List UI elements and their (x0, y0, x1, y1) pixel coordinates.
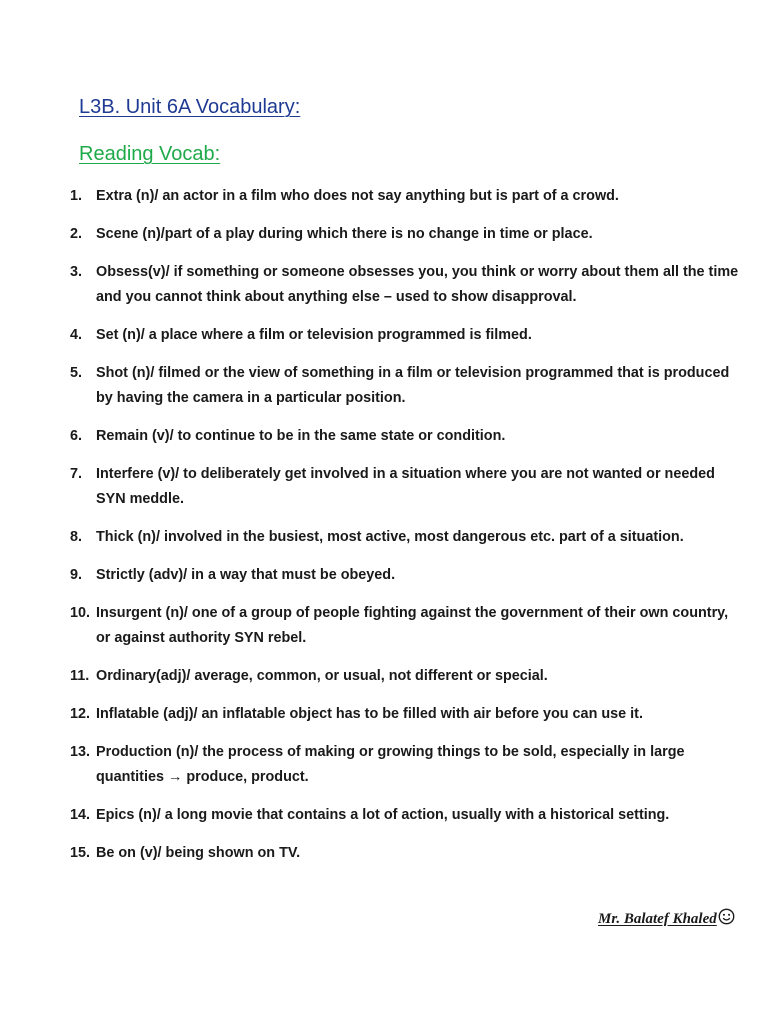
page-title: L3B. Unit 6A Vocabulary: (79, 96, 301, 118)
vocab-item-definition: Interfere (v)/ to deliberately get involved in a situation where you are not wanted or needed SYN meddle. (96, 466, 715, 507)
vocab-item (70, 462, 740, 512)
vocab-item (70, 424, 740, 449)
vocab-item-definition: Remain (v)/ to continue to be in the same state or condition. (96, 428, 506, 444)
vocab-item-definition: Production (n)/ the process of making or growing things to be sold, especially in large quantities → produce, product. (96, 744, 685, 785)
vocab-item-number: 13. (70, 744, 91, 760)
vocab-item-number: 10. (70, 605, 91, 621)
smiley-face-icon (718, 908, 735, 930)
vocab-item-definition: Extra (n)/ an actor in a film who does not say anything but is part of a crowd. (96, 188, 619, 204)
vocab-item (70, 702, 740, 727)
vocab-item-number: 9. (70, 567, 83, 583)
vocab-item-number: 1. (70, 188, 83, 204)
vocab-item-definition: Thick (n)/ involved in the busiest, most active, most dangerous etc. part of a situation. (96, 529, 684, 545)
signature-text: Mr. Balatef Khaled (598, 910, 717, 927)
vocab-item-definition: Ordinary(adj)/ average, common, or usual, not different or special. (96, 668, 548, 684)
vocab-item-definition: Scene (n)/part of a play during which there is no change in time or place. (96, 226, 593, 242)
section-heading: Reading Vocab: (79, 143, 221, 165)
vocab-item (70, 260, 740, 310)
vocab-item-definition: Shot (n)/ filmed or the view of something in a film or television programmed that is produced by having the camera in a particular position. (96, 365, 730, 406)
vocab-item-number: 4. (70, 327, 83, 343)
vocab-item-number: 8. (70, 529, 83, 545)
vocab-item (70, 361, 740, 411)
vocab-item (70, 841, 740, 866)
vocab-item-number: 11. (70, 668, 90, 684)
vocab-item-number: 15. (70, 845, 91, 861)
vocab-item-number: 6. (70, 428, 83, 444)
vocab-item-definition: Inflatable (adj)/ an inflatable object has to be filled with air before you can use it. (96, 706, 643, 722)
vocab-item-definition: Be on (v)/ being shown on TV. (96, 845, 301, 861)
vocab-item-number: 5. (70, 365, 83, 381)
vocab-item-number: 14. (70, 807, 91, 823)
vocab-item (70, 664, 740, 689)
vocabulary-list (70, 184, 740, 879)
vocab-item (70, 323, 740, 348)
vocab-item (70, 563, 740, 588)
vocab-item-number: 7. (70, 466, 83, 482)
vocab-item-number: 3. (70, 264, 83, 280)
vocab-item-number: 12. (70, 706, 91, 722)
vocab-item-definition: Insurgent (n)/ one of a group of people fighting against the government of their own country, or against authority SYN rebel. (96, 605, 729, 646)
vocab-item (70, 740, 740, 790)
vocab-item-definition: Strictly (adv)/ in a way that must be obeyed. (96, 567, 396, 583)
vocab-item (70, 525, 740, 550)
vocab-item (70, 803, 740, 828)
vocab-item-definition: Obsess(v)/ if something or someone obsesses you, you think or worry about them all the time and you cannot think about anything else – used to show disapproval. (96, 264, 739, 305)
author-signature (598, 908, 735, 930)
vocab-item-number: 2. (70, 226, 83, 242)
vocab-item (70, 601, 740, 651)
vocab-item (70, 222, 740, 247)
vocab-item (70, 184, 740, 209)
vocab-item-definition: Epics (n)/ a long movie that contains a lot of action, usually with a historical setting. (96, 807, 670, 823)
vocab-item-definition: Set (n)/ a place where a film or television programmed is filmed. (96, 327, 532, 343)
